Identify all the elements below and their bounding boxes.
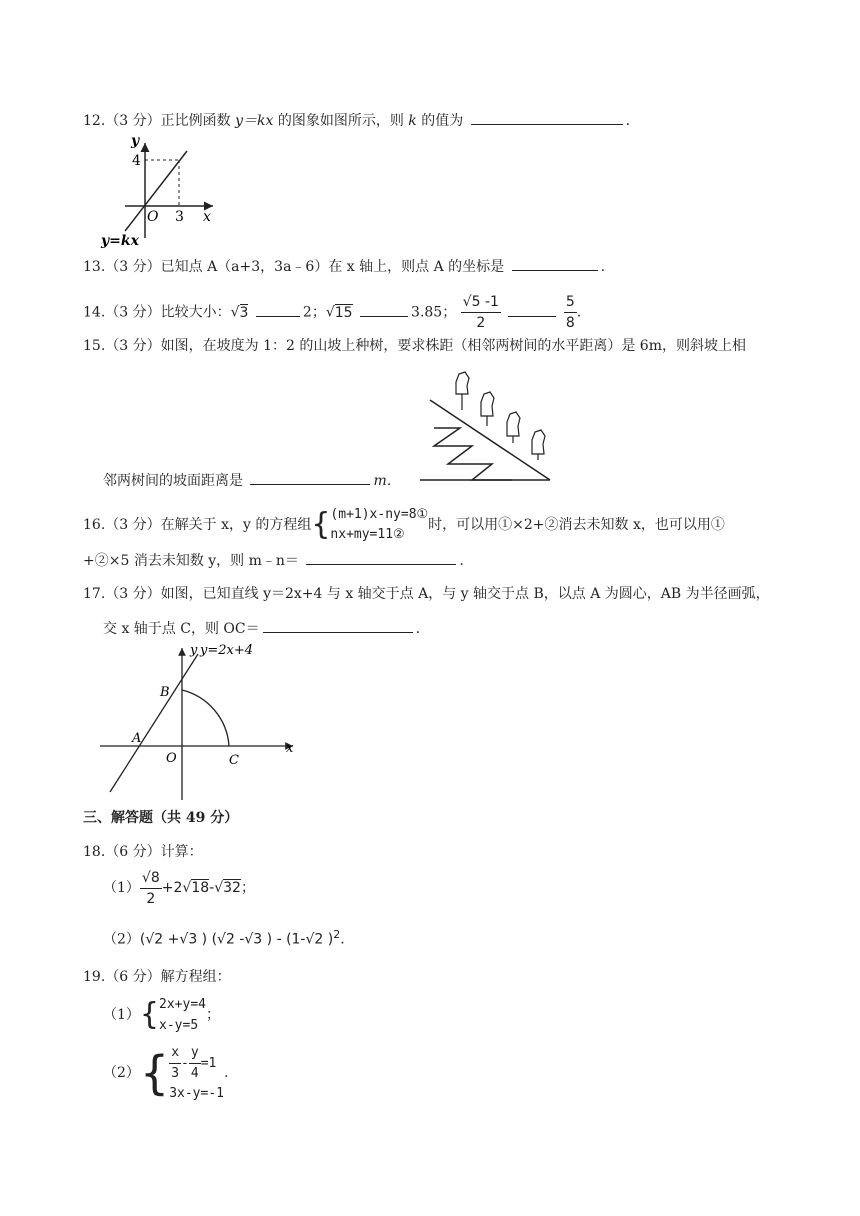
q14-frac-den: 8: [565, 315, 575, 331]
q19-p2-3: 3: [171, 1065, 180, 1081]
q19-p2-end: .: [224, 1065, 229, 1081]
q18-p2-label: （2）: [103, 931, 140, 948]
question-14: [83, 292, 582, 331]
tick-x-3: 3: [175, 209, 184, 225]
q14-frac-num: 5: [564, 292, 577, 313]
q19-p2-eq1: $\frac{x}{3}$ - $\frac{y}{4}$ =1: [169, 1043, 224, 1084]
q19-p1-system: [159, 994, 206, 1036]
question-16-line1: [83, 505, 725, 547]
question-18-title: 18.（6 分）计算：: [83, 844, 203, 860]
q19-part-1: [103, 993, 220, 1037]
q12-suffix: 的值为: [416, 113, 464, 129]
q15-text-1: 15.（3 分）如图，在坡度为 1：2 的山坡上种树，要求株距（相邻两树间的水平距离）是 6m，则斜坡上相: [83, 338, 746, 354]
q18-p1-fraction: $\frac{√8}{2}$: [141, 869, 160, 907]
q19-p2-system: [169, 1043, 224, 1104]
answer-blank-16[interactable]: [306, 550, 456, 565]
answer-blank-15[interactable]: [250, 470, 370, 485]
q14-prefix: 14.（3 分）比较大小：: [83, 304, 231, 321]
sqrt-sign: √: [214, 880, 224, 896]
q13-end: .: [600, 259, 606, 275]
answer-blank-12[interactable]: [471, 110, 623, 125]
answer-blank-13[interactable]: [512, 256, 598, 271]
q15-text-2: 邻两树间的坡面距离是: [103, 473, 243, 489]
origin-label: O: [147, 209, 159, 225]
q18-part-2: [103, 922, 345, 953]
q14-denominator: 2: [476, 315, 486, 331]
question-15-line1: [83, 336, 746, 356]
q16-suffix: 时，可以用①×2+②消去未知数 x，也可以用①: [428, 517, 725, 533]
tree-icon: [456, 372, 469, 410]
question-13: [83, 256, 605, 277]
q14-end: .: [576, 304, 582, 321]
question-16-line2: [83, 550, 464, 571]
question-17-line2: [103, 618, 420, 639]
q16-prefix: 16.（3 分）在解关于 x，y 的方程组: [83, 517, 312, 533]
q19-p2-x: x: [169, 1043, 181, 1064]
x-label: x: [286, 741, 294, 756]
q19-p2-label: （2）: [103, 1065, 140, 1081]
q14-radicand-1: 3: [239, 304, 249, 321]
arc: [182, 690, 229, 746]
q18-p1-label: （1）: [103, 880, 140, 896]
q18-p2-end: .: [340, 931, 345, 948]
q14-radicand-2: 15: [334, 304, 353, 321]
q19-part-2: [103, 1041, 228, 1105]
q18-part-1: [103, 866, 255, 910]
q14-fraction-1: $\frac{√5 -1}{2}$: [462, 294, 499, 331]
answer-blank-14c[interactable]: [508, 302, 556, 317]
q17-graph: [98, 642, 303, 802]
point-a-label: A: [132, 731, 142, 746]
q12-end: .: [625, 113, 631, 129]
q18-p1-end: ；: [240, 880, 255, 896]
answer-blank-17[interactable]: [263, 618, 413, 633]
q16-eq2: nx+my=11②: [330, 527, 405, 542]
tree-icon: [532, 430, 545, 460]
q14-value-1: 2；: [302, 304, 326, 321]
q14-fraction-2: [564, 292, 577, 333]
q18-p1-den: 2: [146, 890, 156, 907]
tree-icon: [481, 392, 494, 426]
x-label: x: [203, 209, 211, 225]
y-label: y: [190, 643, 198, 658]
line-label: y=2x+4: [200, 643, 254, 658]
question-15-line2: [103, 470, 401, 491]
q17-end: .: [415, 621, 421, 637]
q19-p2-eq1-rest: =1: [200, 1055, 217, 1071]
q19-p1-end: ；: [205, 1007, 220, 1023]
section-heading: 三、解答题（共 49 分）: [83, 810, 239, 826]
q18-p2-expr: (√2 +√3 ) (√2 -√3 ) - (1-√2 ): [139, 931, 334, 948]
answer-blank-14a[interactable]: [256, 302, 300, 317]
q17-text-2: 交 x 轴于点 C，则 OC＝: [103, 621, 260, 637]
zigzag-steps: [434, 428, 512, 480]
question-12: [83, 110, 630, 131]
q12-mid: 的图象如图所示，则: [273, 113, 409, 129]
q15-slope-figure: [420, 368, 560, 486]
sqrt-sign: √: [182, 880, 192, 896]
q15-unit: m．: [373, 473, 401, 489]
origin-label: O: [166, 751, 177, 766]
q18-p1-minus: -: [209, 880, 215, 896]
q18-p1-radicand-32: 32: [223, 880, 241, 896]
q16-text-2: +②×5 消去未知数 y，则 m﹣n＝: [83, 553, 299, 569]
q13-text: 13.（3 分）已知点 A（a+3，3a﹣6）在 x 轴上，则点 A 的坐标是: [83, 259, 505, 275]
q19-p1-eq2: x-y=5: [159, 1018, 199, 1033]
line-y-2x-4: [110, 654, 198, 792]
point-b-label: B: [160, 685, 170, 700]
tree-icon: [507, 412, 520, 443]
q12-k: k: [408, 113, 417, 129]
q18-p1-coef: +2: [161, 880, 183, 896]
q12-expr: y＝kx: [235, 113, 274, 129]
q19-p1-eq1: 2x+y=4: [159, 997, 206, 1012]
q16-eq1: (m+1)x-ny=8①: [330, 507, 429, 522]
graph-caption: y=kx: [101, 233, 139, 249]
sqrt-sign: √: [325, 304, 335, 321]
tick-y-4: 4: [132, 153, 141, 169]
q16-system: [330, 505, 428, 545]
q14-value-2: 3.85；: [411, 304, 457, 321]
q19-p1-label: （1）: [103, 1007, 140, 1023]
brace: {: [139, 997, 160, 1032]
answer-blank-14b[interactable]: [360, 302, 408, 317]
brace: {: [139, 1046, 170, 1100]
q19-p2-4: 4: [190, 1065, 199, 1081]
q17-text-1: 17.（3 分）如图，已知直线 y＝2x+4 与 x 轴交于点 A，与 y 轴交于点 B，以点 A 为圆心，AB 为半径画弧，: [83, 586, 770, 602]
q12-graph: [95, 133, 230, 253]
q12-prefix: 12.（3 分）正比例函数: [83, 113, 236, 129]
sqrt-sign: √: [230, 304, 240, 321]
y-label: y: [131, 133, 140, 149]
point-c-label: C: [229, 753, 239, 768]
q18-p2-exponent: 2: [333, 928, 341, 941]
q18-p1-radicand-18: 18: [191, 880, 210, 896]
q14-numerator: 5 -1: [471, 294, 499, 310]
q16-end: .: [459, 553, 464, 569]
brace: {: [311, 507, 331, 542]
q19-p2-y: y: [189, 1043, 201, 1064]
question-17-line1: [83, 584, 770, 604]
question-19-title: 19.（6 分）解方程组：: [83, 969, 231, 985]
q19-p2-eq2: 3x-y=-1: [169, 1085, 224, 1101]
q18-p1-num: 8: [150, 869, 160, 886]
